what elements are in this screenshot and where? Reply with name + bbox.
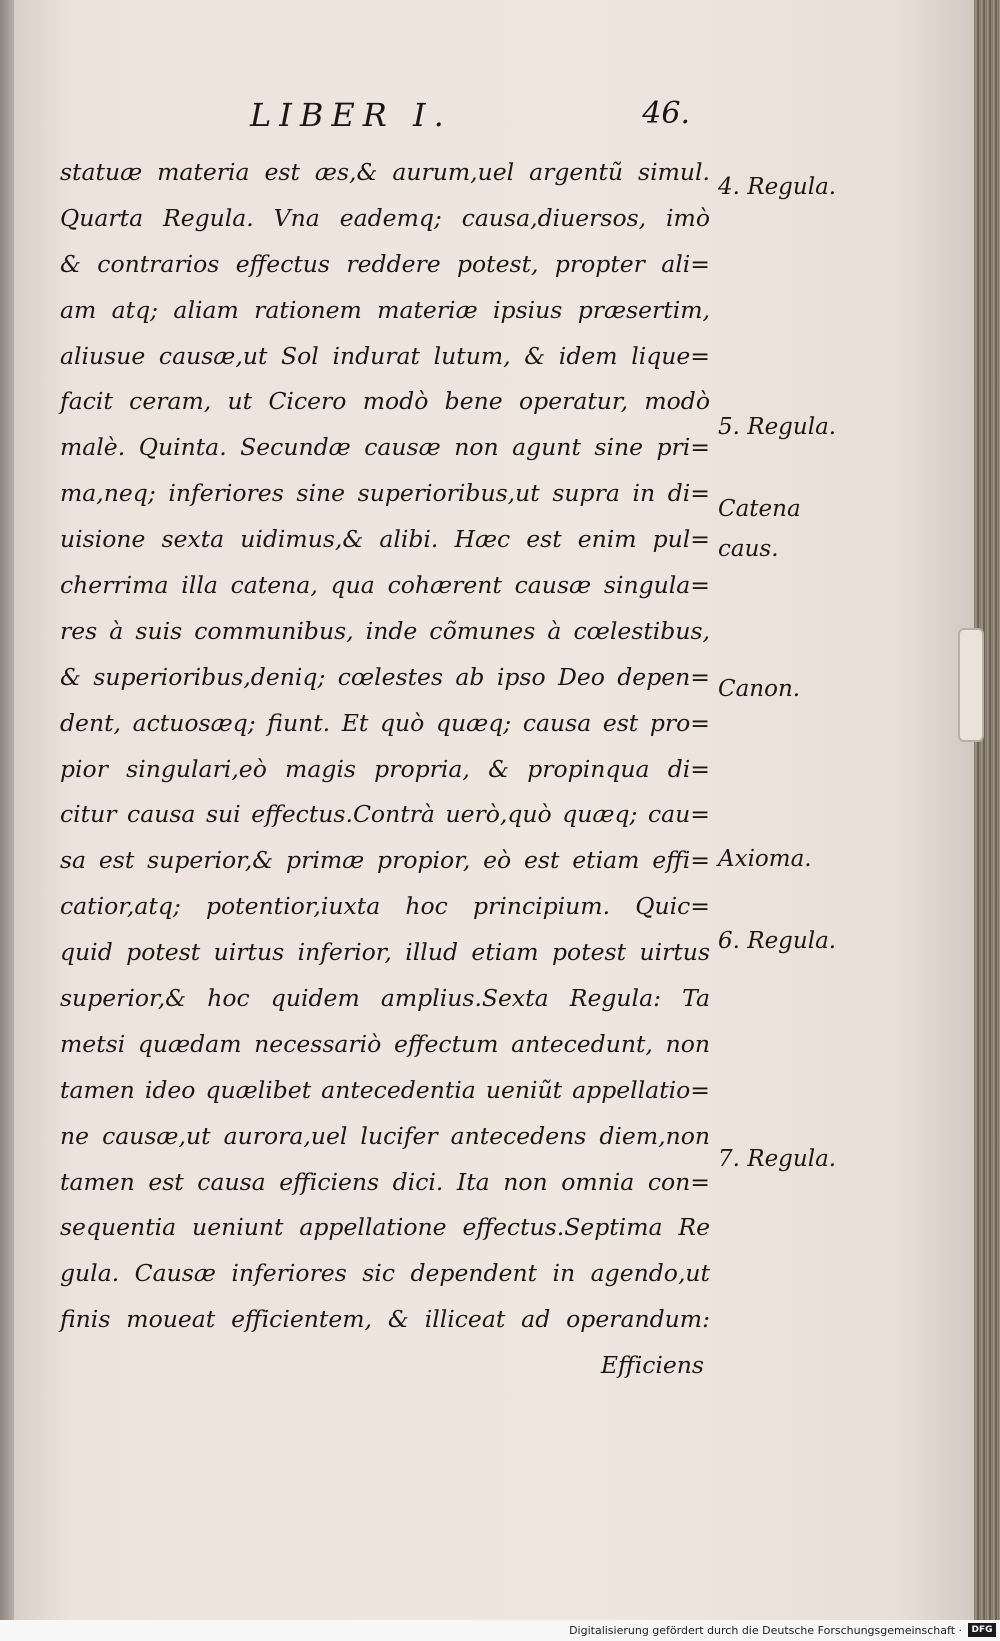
margin-note-rule-4: 4. Regula.	[718, 174, 837, 200]
margin-note-rule-7: 7. Regula.	[718, 1146, 837, 1172]
margin-note-rule-6: 6. Regula.	[718, 928, 837, 954]
page-tab-marker	[958, 628, 984, 742]
text-line: superior,& hoc quidem amplius.Sexta Regula: Ta	[60, 984, 710, 1013]
text-line: aliusue causæ,ut Sol indurat lutum, & idem lique=	[60, 341, 710, 370]
digitization-credit: Digitalisierung gefördert durch die Deutsche Forschungsgemeinschaft ·	[569, 1624, 962, 1637]
text-line: dent, actuosæq; fiunt. Et quò quæq; causa est pro=	[60, 708, 710, 737]
text-line: am atq; aliam rationem materiæ ipsius præsertim,	[60, 295, 710, 324]
text-line: & contrarios effectus reddere potest, propter ali=	[60, 249, 710, 278]
catchword: Efficiens	[600, 1351, 704, 1380]
text-line: Quarta Regula. Vna eademq; causa,diuersos, imò	[60, 203, 710, 232]
dfg-logo: DFG	[968, 1623, 996, 1637]
book-fore-edge	[974, 0, 1000, 1620]
margin-note-axioma: Axioma.	[718, 846, 812, 872]
text-line: gula. Causæ inferiores sic dependent in agendo,ut	[60, 1259, 710, 1288]
text-line: citur causa sui effectus.Contrà uerò,quò quæq; cau=	[60, 800, 710, 829]
margin-note-caus: caus.	[718, 536, 779, 562]
text-line: res à suis communibus, inde cõmunes à cœlestibus,	[60, 616, 710, 645]
text-line: malè. Quinta. Secundæ causæ non agunt sine pri=	[60, 433, 710, 462]
running-head	[60, 96, 700, 140]
main-text-block	[60, 150, 710, 1389]
text-line: cherrima illa catena, qua cohærent causæ singula=	[60, 571, 710, 600]
text-line: & superioribus,deniq; cœlestes ab ipso Deo depen=	[60, 662, 710, 691]
margin-note-rule-5: 5. Regula.	[718, 414, 837, 440]
text-line: metsi quædam necessariò effectum antecedunt, non	[60, 1029, 710, 1058]
page-number: 46.	[642, 96, 690, 131]
margin-note-catena: Catena	[718, 496, 801, 522]
text-line: uisione sexta uidimus,& alibi. Hæc est enim pul=	[60, 525, 710, 554]
text-line: ma,neq; inferiores sine superioribus,ut supra in di=	[60, 479, 710, 508]
text-line: facit ceram, ut Cicero modò bene operatur, modò	[60, 387, 710, 416]
text-line: sequentia ueniunt appellatione effectus.Septima Re	[60, 1213, 710, 1242]
text-line: sa est superior,& primæ propior, eò est etiam effi=	[60, 846, 710, 875]
facing-page-edge	[0, 0, 14, 1641]
text-line: tamen ideo quælibet antecedentia ueniũt appellatio=	[60, 1075, 710, 1104]
margin-note-canon: Canon.	[718, 676, 801, 702]
text-line: statuæ materia est æs,& aurum,uel argentũ simul.	[60, 158, 710, 186]
text-line: tamen est causa efficiens dici. Ita non omnia con=	[60, 1167, 710, 1196]
text-line: ne causæ,ut aurora,uel lucifer antecedens diem,non	[60, 1121, 710, 1150]
text-line: pior singulari,eò magis propria, & propinqua di=	[60, 754, 710, 783]
text-line: quid potest uirtus inferior, illud etiam potest uirtus	[60, 938, 710, 967]
text-line: finis moueat efficientem, & illiceat ad operandum:	[60, 1305, 710, 1334]
running-title: LIBER I.	[250, 96, 452, 134]
text-line: catior,atq; potentior,iuxta hoc principium. Quic=	[60, 892, 710, 921]
